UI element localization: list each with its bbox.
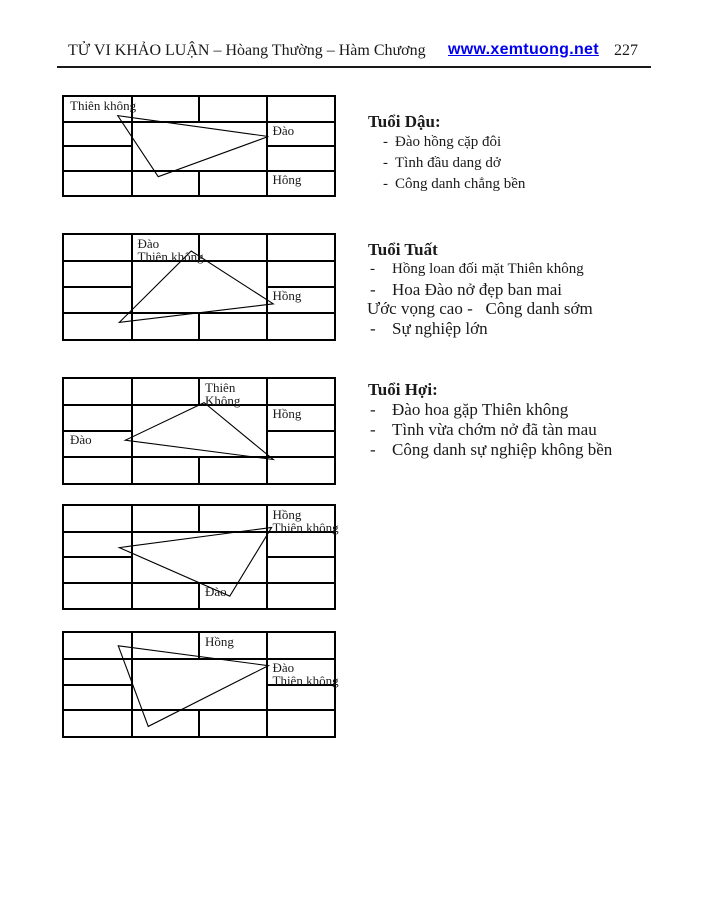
palace-label-line: Thiên không (272, 672, 339, 688)
note-line (366, 153, 698, 174)
note-text: Đào hồng cặp đôi (395, 134, 502, 150)
note-text: Tình vừa chớm nở đã tàn mau (392, 420, 597, 439)
dash-marker: - (370, 318, 376, 338)
section-tuoi-dau (366, 112, 698, 195)
palace-label-line: Đào (272, 659, 295, 675)
aspect-triangle (118, 646, 268, 727)
note-text: Hồng loan đối mặt Thiên không (392, 261, 584, 277)
note-line (366, 420, 698, 440)
palace-label-line: Đào (137, 236, 160, 251)
palace-label (64, 431, 137, 446)
note-text: Sự nghiệp lớn (392, 318, 488, 338)
note-line (366, 440, 698, 460)
note-line (366, 132, 698, 153)
dash-marker: - (370, 420, 376, 439)
chart-tuoi-hoi (62, 377, 336, 485)
chart-4 (62, 504, 339, 610)
page-number: 227 (614, 42, 638, 59)
palace-label (267, 659, 340, 687)
section-heading: Tuổi Dậu: (368, 112, 441, 131)
note-text: Công danh chẳng bền (395, 176, 526, 192)
website-link[interactable]: www.xemtuong.net (448, 41, 599, 58)
chart-tuoi-tuat (62, 233, 336, 341)
aspect-triangle (125, 403, 273, 460)
palace-label (267, 287, 340, 302)
chart-5 (62, 631, 339, 738)
palace-label (267, 122, 340, 137)
palace-label-line: Thiên không (272, 520, 339, 535)
palace-label (267, 506, 340, 534)
note-text: Ước vọng cao - Công danh sớm (367, 299, 593, 318)
palace-label-line: Hồng (205, 634, 234, 649)
palace-label-line: Đào (205, 583, 227, 599)
palace-label (199, 583, 272, 598)
section-heading: Tuổi Hợi: (368, 380, 438, 399)
note-line (366, 174, 698, 195)
palace-label (199, 379, 272, 407)
palace-label-line: Đào (272, 122, 295, 138)
note-line (366, 280, 698, 300)
dash-marker: - (383, 155, 388, 171)
book-title: TỬ VI KHẢO LUẬN – Hòang Thường – Hàm Chương (68, 42, 426, 59)
section-tuoi-hoi (366, 380, 698, 460)
dash-marker: - (383, 134, 388, 150)
aspect-triangle (118, 116, 269, 177)
section-items (366, 260, 698, 338)
section-tuoi-tuat (366, 240, 698, 338)
palace-label-line: Hồng (272, 288, 302, 303)
palace-label-line: Đào (70, 432, 92, 447)
dash-marker: - (370, 279, 376, 299)
palace-label-line: Hồng (272, 507, 302, 522)
palace-label-line: Thiên (205, 380, 236, 395)
palace-label (132, 235, 205, 263)
dash-marker: - (370, 400, 376, 419)
note-text: Hoa Đào nở đẹp ban mai (392, 279, 562, 299)
note-line (366, 260, 698, 280)
palace-label-line: Hồng (272, 406, 302, 421)
note-text: Công danh sự nghiệp không bền (392, 440, 613, 459)
chart-tuoi-dau (62, 95, 336, 197)
palace-label-line: Thiên không (70, 98, 137, 113)
palace-label-line: Không (205, 393, 241, 408)
section-heading: Tuổi Tuất (368, 240, 438, 259)
note-line (366, 299, 698, 319)
section-items (366, 132, 698, 195)
note-line (366, 319, 698, 339)
palace-label (64, 97, 137, 112)
dash-marker: - (370, 440, 376, 459)
note-text: Tình đầu dang dở (395, 155, 501, 171)
dash-marker: - (370, 261, 375, 277)
dash-marker: - (383, 176, 388, 192)
section-items (366, 400, 698, 460)
palace-label (267, 171, 340, 186)
palace-label (199, 633, 272, 648)
palace-label-line: Thiên không (137, 249, 204, 264)
palace-label-line: Hông (272, 171, 302, 187)
palace-label (267, 405, 340, 420)
note-line (366, 400, 698, 420)
note-text: Đào hoa gặp Thiên không (392, 400, 569, 419)
